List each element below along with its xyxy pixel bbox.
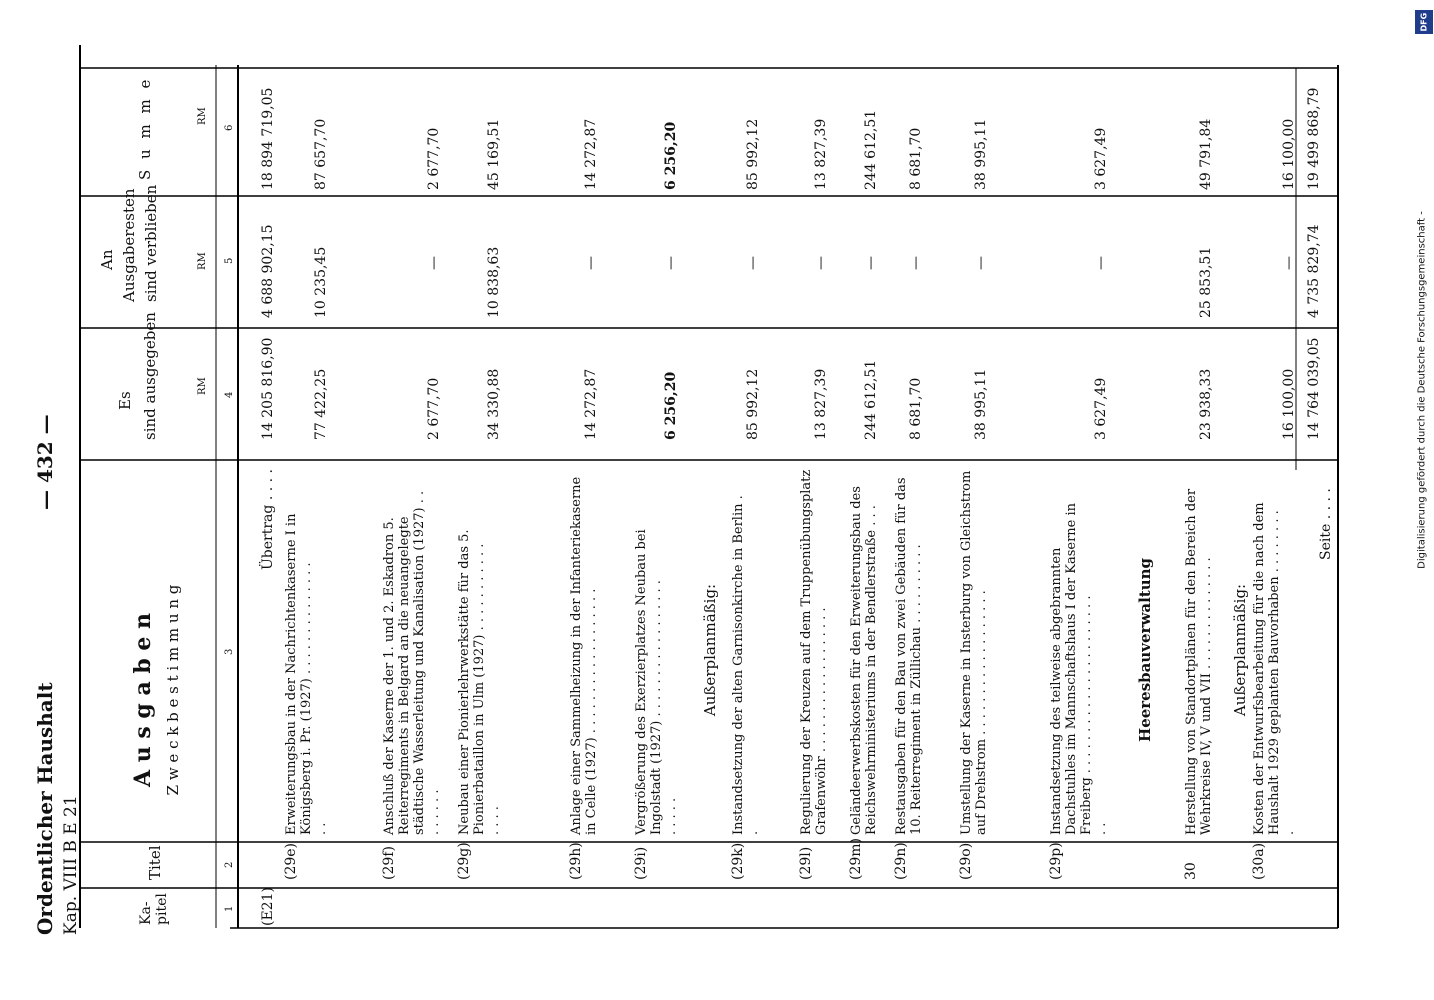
row-c4: 6 256,20 [663, 371, 679, 440]
unit-4: RM [197, 377, 208, 395]
row-c5: — [908, 256, 924, 270]
row-text-line4: . . . . . . [427, 789, 442, 835]
row-text-line3: städtische Wasserleitung und Kanalisation (1927) . . [412, 490, 427, 835]
colnum-2: 2 [224, 861, 235, 868]
header-ausgaben: A u s g a b e n [130, 612, 156, 788]
row-text: Anschluß der Kaserne der 1. und 2. Eskadron 5. [382, 517, 397, 835]
row-titel: (29o) [958, 842, 974, 880]
colnum-6: 6 [224, 124, 235, 131]
row-text-line2: 10. Reiterregiment in Züllichau . . . . . . . . . . [909, 544, 924, 835]
row-text: Erweiterungsbau in der Nachrichtenkaserne I in [284, 513, 299, 835]
row-titel: (29i) [633, 846, 649, 880]
colnum-4: 4 [224, 391, 235, 398]
row-text: Umstellung der Kaserne in Insterburg von Gleichstrom [959, 470, 974, 835]
row-c5: 10 838,63 [486, 246, 502, 318]
row-text: Instandsetzung der alten Garnisonkirche in Berlin . [731, 495, 746, 835]
row-text-line3: . . . . . [664, 797, 679, 835]
header-verblieben-line3: sind verblieben [142, 184, 160, 302]
row-c4: 16 100,00 [1281, 368, 1297, 440]
uebertrag-c5: 4 688 902,15 [260, 224, 276, 318]
row-c4: 3 627,49 [1093, 377, 1109, 440]
row-c4: 23 938,33 [1198, 368, 1214, 440]
row-heading: Außerplanmäßig: [1231, 583, 1249, 717]
row-c6: 16 100,00 [1281, 118, 1297, 190]
seite-c4: 14 764 039,05 [1306, 337, 1322, 440]
uebertrag-c6: 18 894 719,05 [260, 87, 276, 190]
row-text-line3: . . [314, 822, 329, 835]
row-text: Geländeerwerbskosten für den Erweiterungsbau des [849, 486, 864, 835]
row-c5: — [426, 256, 442, 270]
seite-label: Seite . . . . [1318, 488, 1334, 560]
row-text-line2: auf Drehstrom . . . . . . . . . . . . . . . . . . [974, 590, 989, 835]
header-kapitel-line2: pitel [154, 893, 170, 925]
row-text-line3: . . . . [487, 806, 502, 835]
row-c6: 2 677,70 [426, 127, 442, 190]
row-text-line2: Grafenwöhr . . . . . . . . . . . . . . . . . . [814, 607, 829, 835]
row-c4: 2 677,70 [426, 377, 442, 440]
row-titel: (29h) [568, 842, 584, 880]
uebertrag-c4: 14 205 816,90 [260, 337, 276, 440]
row-c5: 25 853,51 [1198, 246, 1214, 318]
row-c4: 85 992,12 [745, 368, 761, 440]
row-text-line2: Ingolstadt (1927) . . . . . . . . . . . . . . . . . [649, 580, 664, 835]
header-zweck: Z w e c k b e s t i m m u n g [164, 584, 182, 796]
row-text: Restausgaben für den Bau von zwei Gebäuden für das [894, 477, 909, 835]
row-text-line2: Königsberg i. Pr. (1927) . . . . . . . . . . . . . . [299, 562, 314, 835]
row-text: Neubau einer Pionierlehrwerkstätte für das 5. [457, 529, 472, 835]
row-c6: 87 657,70 [313, 118, 329, 190]
row-text: Kosten der Entwurfsbearbeitung für die nach dem [1252, 502, 1267, 835]
row-c6: 85 992,12 [745, 118, 761, 190]
row-text: Herstellung von Standortplänen für den Bereich der [1184, 488, 1199, 835]
page-number: — 432 — [33, 414, 57, 510]
row-c5: — [583, 256, 599, 270]
row-text-line3: . [1282, 830, 1297, 835]
row-c4: 77 422,25 [313, 368, 329, 440]
header-titel: Titel [146, 845, 164, 880]
row-text-line2: Reiterregiments in Belgard an die neuangelegte [397, 516, 412, 835]
row-text-line2: Pionierbataillon in Ulm (1927) . . . . . . . . . . . [472, 543, 487, 835]
dfg-logo: DFG [1415, 10, 1433, 34]
row-c4: 14 272,87 [583, 368, 599, 440]
header-ausgegeben-line2: sind ausgegeben [141, 312, 159, 440]
row-c5: — [813, 256, 829, 270]
row-text-line2: in Celle (1927) . . . . . . . . . . . . . . . . . . [584, 588, 599, 835]
row-c4: 34 330,88 [486, 368, 502, 440]
row-titel: (29g) [456, 842, 472, 880]
row-c6: 14 272,87 [583, 118, 599, 190]
row-c6: 3 627,49 [1093, 127, 1109, 190]
header-title: Ordentlicher Haushalt [33, 682, 57, 935]
row-titel: 30 [1183, 862, 1199, 880]
row-c5: — [1281, 256, 1297, 270]
row-c5: — [973, 256, 989, 270]
digitization-credit: Digitalisierung gefördert durch die Deutsche Forschungsgemeinschaft - [1416, 211, 1428, 569]
row-c4: 13 827,39 [813, 368, 829, 440]
row-text: Vergrößerung des Exerzierplatzes Neubau bei [634, 529, 649, 835]
row-text-line4: . . [1094, 822, 1109, 835]
colnum-5: 5 [224, 257, 235, 264]
row-titel: (29m) [848, 837, 864, 880]
row-c4: 8 681,70 [908, 377, 924, 440]
row-text: Regulierung der Kreuzen auf dem Truppenübungsplatz [799, 469, 814, 835]
row-titel: (29k) [730, 842, 746, 880]
header-kapitel: Ka- [138, 901, 154, 925]
row-text-line2: Haushalt 1929 geplanten Bauvorhaben . . . . . . . . [1267, 510, 1282, 835]
header-chapter: Kap. VIII B E 21 [61, 795, 81, 935]
row-text-line2: Wehrkreise IV, V und VII . . . . . . . . . . . . . . [1199, 557, 1214, 835]
header-summe: S u m m e [136, 76, 154, 180]
unit-5: RM [197, 252, 208, 270]
row-titel: (29l) [798, 846, 814, 880]
row-c6: 8 681,70 [908, 127, 924, 190]
header-ausgegeben: Es [116, 391, 134, 410]
kapitel-value: (E21) [260, 887, 276, 926]
row-heading: Heeresbauverwaltung [1136, 558, 1154, 742]
uebertrag-label: Übertrag . . . . [260, 469, 276, 570]
row-c5: — [1093, 256, 1109, 270]
row-c5: — [863, 256, 879, 270]
seite-c6: 19 499 868,79 [1306, 87, 1322, 190]
row-text-line2: Reichswehrministeriums in der Bendlerstraße . . . [864, 505, 879, 835]
row-titel: (29f) [381, 846, 397, 880]
colnum-1: 1 [224, 905, 235, 912]
row-c6: 13 827,39 [813, 118, 829, 190]
row-c4: 38 995,11 [973, 368, 989, 440]
row-text-line2: Dachstuhles im Mannschaftshaus I der Kaserne in [1064, 502, 1079, 835]
row-c6: 38 995,11 [973, 118, 989, 190]
row-c5: — [745, 256, 761, 270]
row-c6: 45 169,51 [486, 118, 502, 190]
row-titel: (29p) [1048, 842, 1064, 880]
row-titel: (29n) [893, 842, 909, 880]
row-c5: — [663, 256, 679, 270]
row-titel: (29e) [283, 842, 299, 880]
row-c6: 244 612,51 [863, 109, 879, 190]
header-verblieben: An [98, 249, 116, 270]
seite-c5: 4 735 829,74 [1306, 224, 1322, 318]
unit-6: RM [197, 107, 208, 125]
row-titel: (30a) [1251, 842, 1267, 880]
row-c6: 6 256,20 [663, 121, 679, 190]
row-c4: 244 612,51 [863, 359, 879, 440]
row-text: Instandsetzung des teilweise abgebrannten [1049, 547, 1064, 835]
row-c5: 10 235,45 [313, 246, 329, 318]
row-c6: 49 791,84 [1198, 118, 1214, 190]
row-text: Anlage einer Sammelheizung in der Infanteriekaserne [569, 476, 584, 835]
row-text-line2: . [746, 830, 761, 835]
colnum-3: 3 [224, 648, 235, 655]
row-text-line3: Freiberg . . . . . . . . . . . . . . . . . . . . . . [1079, 595, 1094, 835]
header-verblieben-line2: Ausgaberesten [120, 188, 138, 302]
row-heading: Außerplanmäßig: [701, 583, 719, 717]
